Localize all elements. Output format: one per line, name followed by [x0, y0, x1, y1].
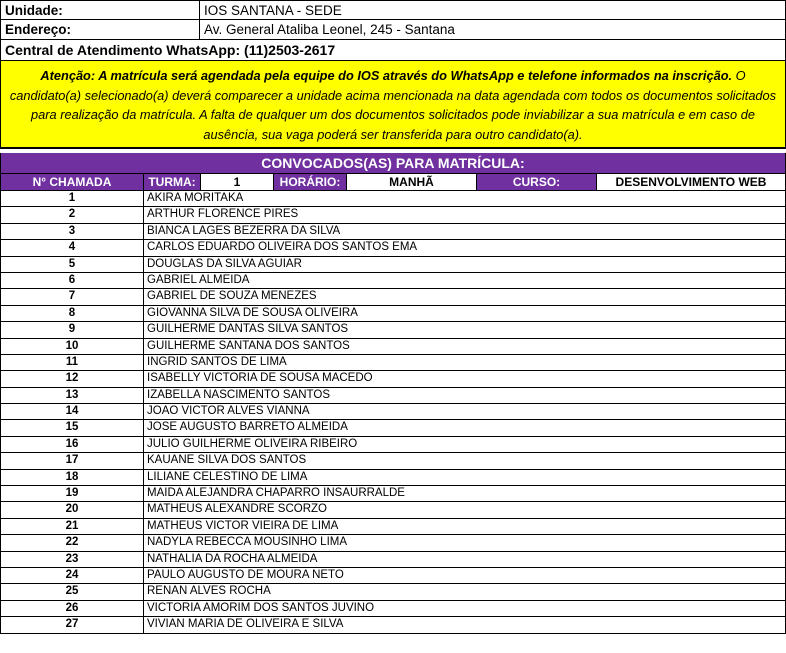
list-item [0, 437, 786, 453]
list-item [0, 453, 786, 469]
call-number: 11 [0, 355, 144, 370]
call-number: 7 [0, 289, 144, 304]
call-number: 8 [0, 306, 144, 321]
call-number: 27 [0, 617, 144, 632]
call-number: 12 [0, 371, 144, 386]
student-name: PAULO AUGUSTO DE MOURA NETO [144, 568, 786, 583]
list-item [0, 519, 786, 535]
student-name: INGRID SANTOS DE LIMA [144, 355, 786, 370]
student-name: DOUGLAS DA SILVA AGUIAR [144, 257, 786, 272]
list-item [0, 371, 786, 387]
list-item [0, 535, 786, 551]
student-name: ISABELLY VICTORIA DE SOUSA MACEDO [144, 371, 786, 386]
call-number: 26 [0, 601, 144, 616]
student-name: JOAO VICTOR ALVES VIANNA [144, 404, 786, 419]
student-name: RENAN ALVES ROCHA [144, 584, 786, 599]
list-item [0, 552, 786, 568]
list-item [0, 191, 786, 207]
list-item [0, 617, 786, 633]
student-name: GIOVANNA SILVA DE SOUSA OLIVEIRA [144, 306, 786, 321]
call-number: 5 [0, 257, 144, 272]
list-item [0, 486, 786, 502]
notice-bold-text: Atenção: A matrícula será agendada pela equipe do IOS através do WhatsApp e telefone informados na inscrição. [40, 68, 733, 83]
call-number: 17 [0, 453, 144, 468]
list-item [0, 502, 786, 518]
list-item [0, 404, 786, 420]
call-number: 20 [0, 502, 144, 517]
list-item [0, 257, 786, 273]
list-item [0, 355, 786, 371]
list-header-row [0, 174, 786, 191]
call-number: 24 [0, 568, 144, 583]
student-name: JOSE AUGUSTO BARRETO ALMEIDA [144, 420, 786, 435]
call-number: 4 [0, 240, 144, 255]
call-number: 19 [0, 486, 144, 501]
call-number: 15 [0, 420, 144, 435]
student-name: JULIO GUILHERME OLIVEIRA RIBEIRO [144, 437, 786, 452]
call-number: 9 [0, 322, 144, 337]
list-item [0, 306, 786, 322]
unit-label: Unidade: [0, 1, 200, 19]
call-number: 3 [0, 224, 144, 239]
list-item [0, 207, 786, 223]
call-number: 23 [0, 552, 144, 567]
list-item [0, 420, 786, 436]
notice-text: O candidato(a) selecionado(a) deverá comparecer a unidade acima mencionada na data agendada com todos os documentos solicitados para realização da matrícula. A falta de qualquer um dos documentos solicitados pode inviabilizar a sua matrícula e em caso de ausência, sua vaga poderá ser transferida para outro candidato(a). [9, 68, 777, 142]
student-name: GUILHERME SANTANA DOS SANTOS [144, 339, 786, 354]
call-number: 21 [0, 519, 144, 534]
call-number: 14 [0, 404, 144, 419]
time-value: MANHÃ [347, 174, 477, 190]
student-list [0, 191, 786, 634]
address-value: Av. General Ataliba Leonel, 245 - Santana [200, 20, 786, 39]
call-number: 22 [0, 535, 144, 550]
class-value: 1 [201, 174, 274, 190]
student-name: NADYLA REBECCA MOUSINHO LIMA [144, 535, 786, 550]
student-name: MATHEUS ALEXANDRE SCORZO [144, 502, 786, 517]
list-item [0, 322, 786, 338]
course-label: CURSO: [477, 174, 597, 190]
address-label: Endereço: [0, 20, 200, 39]
list-item [0, 584, 786, 600]
list-item [0, 601, 786, 617]
call-number: 25 [0, 584, 144, 599]
list-item [0, 470, 786, 486]
call-number: 13 [0, 388, 144, 403]
call-number: 1 [0, 191, 144, 206]
student-name: CARLOS EDUARDO OLIVEIRA DOS SANTOS EMA [144, 240, 786, 255]
student-name: GABRIEL DE SOUZA MENEZES [144, 289, 786, 304]
student-name: IZABELLA NASCIMENTO SANTOS [144, 388, 786, 403]
student-name: VICTORIA AMORIM DOS SANTOS JUVINO [144, 601, 786, 616]
list-item [0, 240, 786, 256]
list-item [0, 339, 786, 355]
student-name: GABRIEL ALMEIDA [144, 273, 786, 288]
student-name: ARTHUR FLORENCE PIRES [144, 207, 786, 222]
student-name: MATHEUS VICTOR VIEIRA DE LIMA [144, 519, 786, 534]
course-value: DESENVOLVIMENTO WEB [597, 174, 786, 190]
call-number: 10 [0, 339, 144, 354]
student-name: NATHALIA DA ROCHA ALMEIDA [144, 552, 786, 567]
list-item [0, 224, 786, 240]
student-name: AKIRA MORITAKA [144, 191, 786, 206]
call-number: 2 [0, 207, 144, 222]
student-name: BIANCA LAGES BEZERRA DA SILVA [144, 224, 786, 239]
call-number: 18 [0, 470, 144, 485]
section-title: CONVOCADOS(AS) PARA MATRÍCULA: [0, 153, 786, 174]
list-item [0, 388, 786, 404]
time-label: HORÁRIO: [274, 174, 347, 190]
call-number: 16 [0, 437, 144, 452]
student-name: KAUANE SILVA DOS SANTOS [144, 453, 786, 468]
address-row [0, 20, 786, 40]
unit-row [0, 0, 786, 20]
call-number: 6 [0, 273, 144, 288]
student-name: LILIANE CELESTINO DE LIMA [144, 470, 786, 485]
list-item [0, 289, 786, 305]
call-number-header: N° CHAMADA [0, 174, 144, 190]
student-name: VIVIAN MARIA DE OLIVEIRA E SILVA [144, 617, 786, 632]
student-name: GUILHERME DANTAS SILVA SANTOS [144, 322, 786, 337]
student-name: MAIDA ALEJANDRA CHAPARRO INSAURRALDE [144, 486, 786, 501]
unit-value: IOS SANTANA - SEDE [200, 1, 786, 19]
notice-box [0, 61, 786, 149]
contact-line: Central de Atendimento WhatsApp: (11)2503-2617 [0, 40, 786, 61]
class-label: TURMA: [144, 174, 201, 190]
list-item [0, 273, 786, 289]
list-item [0, 568, 786, 584]
